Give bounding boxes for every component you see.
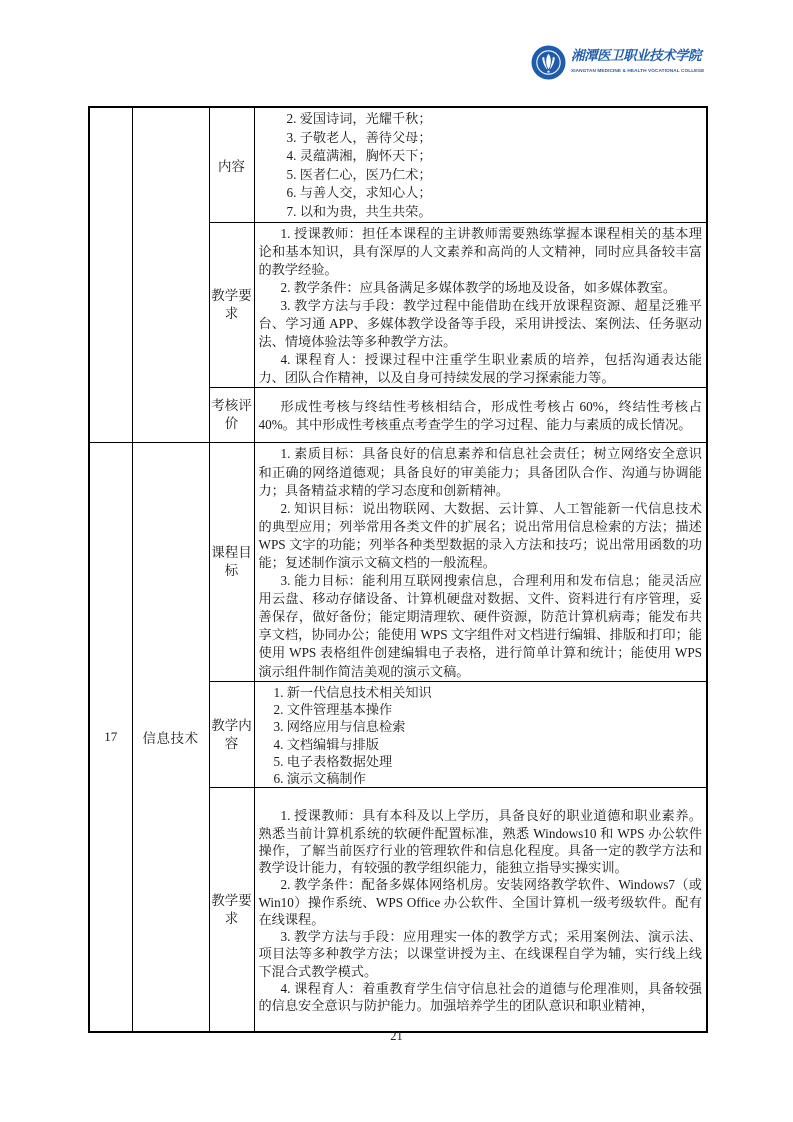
course-number-cell-empty [89,107,132,443]
requirement-paragraph: 3. 教学方法与手段：应用理实一体的教学方式；采用案例法、演示法、项目法等多种教学方法；以课堂讲授为主、在线课程自学为辅，实行线上线下混合式教学模式。 [258,929,702,979]
college-logo [531,45,731,80]
content-item: 6. 与善人交，求知心人； [286,185,432,201]
teaching-content-item: 6. 演示文稿制作 [273,771,366,787]
section-label-requirements-17: 教学要求 [209,788,254,1033]
section-label-teaching-content: 教学内容 [209,681,254,788]
teaching-content-item: 1. 新一代信息技术相关知识 [273,684,432,700]
section-content-cell [254,107,707,222]
content-item: 2. 爱国诗词，光耀千秋； [286,111,432,126]
objective-paragraph: 3. 能力目标：能利用互联网搜索信息，合理利用和发布信息；能灵活应用云盘、移动存储设备、计算机硬盘对数据、文件、资料进行有序管理，妥善保存，做好备份；能定期清理软、硬件资源，防范计算机病毒；能发布共享文档，协同办公；能使用 WPS 文字组件对文档进行编辑、排版和打印；能使用 WPS 表格组件创建编辑电子表格，进行简单计算和统计；能使用 WPS 演示组件制作简洁美观的演示文稿。 [258,573,702,679]
table-row [89,107,707,222]
course-name-cell [132,443,209,1033]
teaching-content-item: 4. 文档编辑与排版 [273,736,379,752]
objective-paragraph: 1. 素质目标：具备良好的信息素养和信息社会责任；树立网络安全意识和正确的网络道德观；具备良好的审美能力；具备团队合作、沟通与协调能力；具备精益求精的学习态度和创新精神。 [258,446,702,498]
course-number-cell [89,443,132,1033]
content-item: 5. 医者仁心，医乃仁术； [286,166,432,182]
objective-paragraph: 2. 知识目标：说出物联网、大数据、云计算、人工智能新一代信息技术的典型应用；列举常用各类文件的扩展名；说出常用信息检索的方法；描述 WPS 文字的功能；列举各种类型数据的录入方法和技巧；说出常用函数的功能；复述制作演示文稿文档的一般流程。 [258,500,702,570]
course-number: 17 [104,729,118,745]
requirement-paragraph: 2. 教学条件：配备多媒体网络机房。安装网络教学软件、Windows7（或 Win10）操作系统、WPS Office 办公软件、全国计算机一级考级软件。配有在线课程。 [258,877,702,927]
college-emblem-icon [531,45,566,80]
table-row [89,443,707,681]
teaching-content-item: 3. 网络应用与信息检索 [273,719,406,735]
requirement-paragraph: 4. 课程育人：授课过程中注重学生职业素质的培养，包括沟通表达能力、团队合作精神，以及自身可持续发展的学习探索能力等。 [258,352,702,386]
teaching-content-item: 2. 文件管理基本操作 [273,701,393,717]
section-requirements-cell [254,222,707,388]
requirement-paragraph: 1. 授课教师：具有本科及以上学历，具备良好的职业道德和职业素养。熟悉当前计算机系统的软硬件配置标准，熟悉 Windows10 和 WPS 办公软件操作，了解当前医疗行业的管理软件和信息化程度。具备一定的教学方法和教学设计能力，有较强的教学组织能力，能独立指导实操实训。 [258,808,702,876]
page-number: 21 [390,1029,403,1043]
course-name: 信息技术 [142,731,199,747]
section-teaching-content-cell [254,681,707,788]
college-name-zh: 湘潭医卫职业技术学院 [571,48,701,63]
teaching-content-item: 5. 电子表格数据处理 [273,753,393,769]
section-requirements-17-cell [254,788,707,1033]
section-assessment-cell [254,388,707,443]
section-label-assessment: 考核评价 [209,388,254,443]
requirement-paragraph: 4. 课程育人：着重教育学生信守信息社会的道德与伦理准则，具备较强的信息安全意识与防护能力。加强培养学生的团队意识和职业精神， [258,980,702,1014]
section-label-requirements: 教学要求 [209,222,254,388]
requirement-paragraph: 2. 教学条件：应具备满足多媒体教学的场地及设备，如多媒体教室。 [280,279,677,295]
syllabus-table [88,106,708,1033]
section-label-content: 内容 [209,107,254,222]
requirement-paragraph: 1. 授课教师：担任本课程的主讲教师需要熟练掌握本课程相关的基本理论和基本知识，具有深厚的人文素养和高尚的人文精神，同时应具备较丰富的教学经验。 [258,225,702,277]
course-name-cell-empty [132,107,209,443]
requirement-paragraph: 3. 教学方法与手段：教学过程中能借助在线开放课程资源、超星泛雅平台、学习通 APP、多媒体教学设备等手段，采用讲授法、案例法、任务驱动法、情境体验法等多种教学方法。 [258,297,702,350]
college-name-en: XIANGTAN MEDICINE & HEALTH VOCATIONAL COLLEGE [571,68,705,74]
section-objectives-cell [254,443,707,681]
assessment-paragraph: 形成性考核与终结性考核相结合，形成性考核占 60%，终结性考核占 40%。其中形成性考核重点考查学生的学习过程、能力与素质的成长情况。 [258,399,702,433]
content-item: 3. 子敬老人，善待父母； [286,129,432,145]
content-item: 7. 以和为贵，共生共荣。 [286,203,432,219]
content-item: 4. 灵蕴满湘，胸怀天下； [286,148,432,164]
section-label-objectives: 课程目标 [209,443,254,681]
